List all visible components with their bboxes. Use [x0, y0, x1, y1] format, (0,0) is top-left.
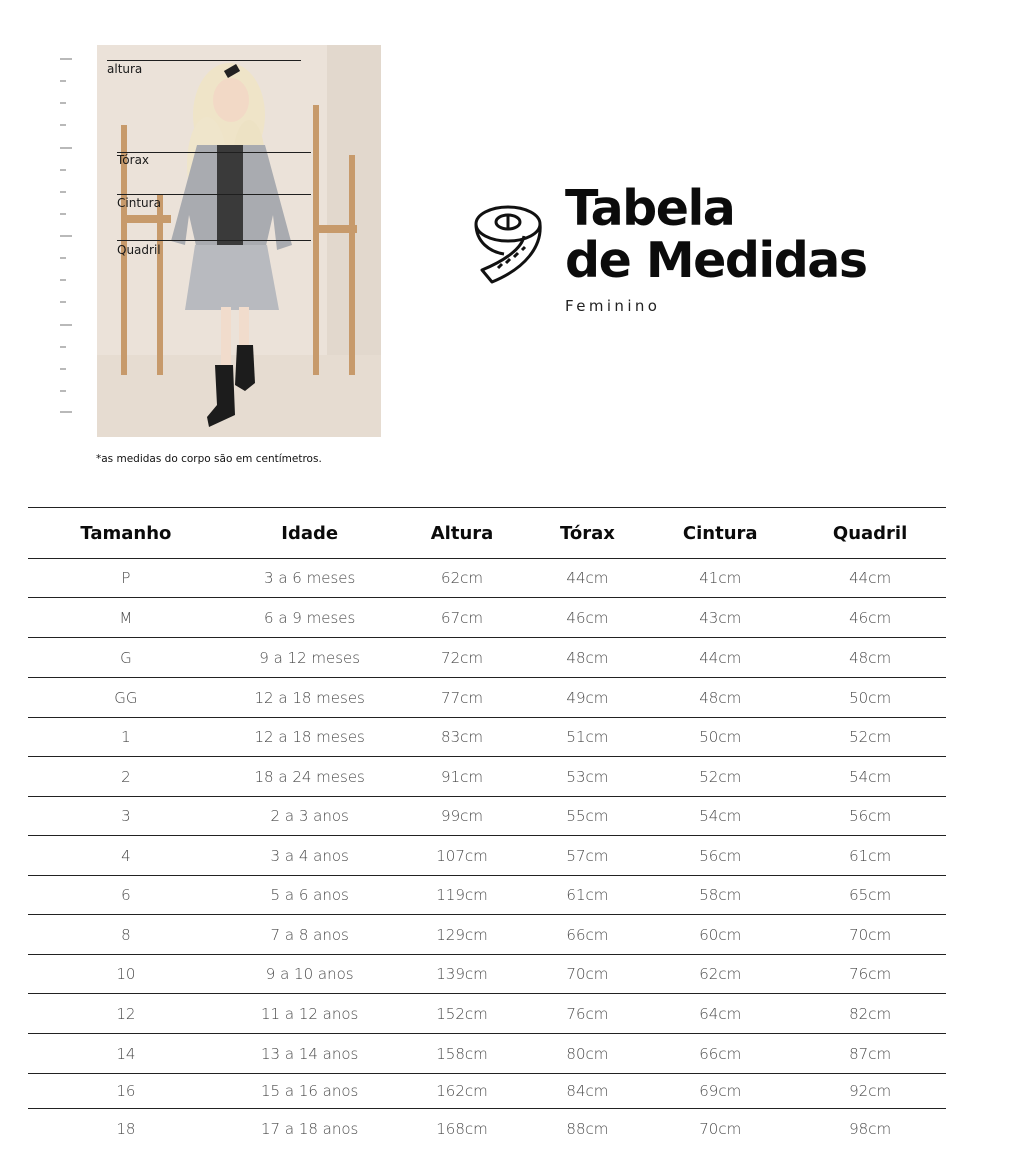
cell-idade: 17 a 18 anos — [261, 1120, 359, 1138]
size-table — [28, 507, 946, 1149]
cell-torax: 57cm — [566, 846, 609, 865]
cell-cintura: 69cm — [699, 1082, 742, 1100]
cell-quadril: 70cm — [849, 925, 892, 944]
cell-quadril: 76cm — [849, 965, 892, 983]
cell-altura: 152cm — [436, 1004, 488, 1023]
cell-tamanho: 8 — [121, 925, 131, 944]
cell-altura: 72cm — [441, 648, 483, 667]
cell-cintura: 64cm — [699, 1004, 742, 1023]
header-tamanho: Tamanho — [80, 522, 172, 544]
cell-quadril: 87cm — [849, 1044, 892, 1063]
cell-altura: 107cm — [436, 846, 488, 865]
header-torax: Tórax — [559, 522, 615, 544]
cell-tamanho: 14 — [116, 1044, 136, 1063]
footnote: *as medidas do corpo são em centímetros. — [96, 453, 322, 465]
cell-altura: 162cm — [436, 1082, 488, 1100]
cell-altura: 139cm — [436, 965, 488, 983]
cell-torax: 55cm — [566, 807, 609, 825]
cell-altura: 83cm — [441, 728, 483, 746]
cell-cintura: 48cm — [699, 688, 742, 707]
cell-torax: 88cm — [566, 1120, 609, 1138]
cell-altura: 129cm — [436, 925, 488, 944]
table-row — [28, 757, 946, 797]
cell-cintura: 70cm — [699, 1120, 742, 1138]
cell-tamanho: M — [119, 608, 133, 627]
cell-cintura: 41cm — [699, 569, 742, 587]
cell-torax: 66cm — [566, 925, 609, 944]
cell-altura: 168cm — [436, 1120, 488, 1138]
cell-idade: 12 a 18 meses — [254, 728, 365, 746]
header-idade: Idade — [281, 522, 339, 544]
header-cintura: Cintura — [682, 522, 758, 544]
cell-idade: 6 a 9 meses — [264, 608, 356, 627]
cell-cintura: 58cm — [699, 886, 742, 904]
measure-label-torax: Tórax — [117, 153, 150, 167]
cell-idade: 15 a 16 anos — [261, 1082, 359, 1100]
measure-line-quadril — [117, 240, 311, 241]
table-row — [28, 955, 946, 994]
cell-idade: 3 a 6 meses — [264, 569, 356, 587]
cell-torax: 44cm — [566, 569, 609, 587]
title-line-2: de Medidas — [565, 232, 867, 289]
page-title — [565, 180, 867, 289]
table-row — [28, 876, 946, 915]
cell-tamanho: G — [120, 648, 132, 667]
cell-cintura: 52cm — [699, 767, 742, 786]
cell-cintura: 62cm — [699, 965, 742, 983]
cell-cintura: 56cm — [699, 846, 742, 865]
model-photo — [97, 45, 381, 437]
cell-tamanho: 12 — [116, 1004, 136, 1023]
table-row — [28, 1034, 946, 1074]
table-body — [28, 559, 946, 1149]
cell-tamanho: 4 — [121, 846, 131, 865]
cell-torax: 61cm — [566, 886, 609, 904]
measure-line-altura — [107, 60, 301, 61]
cell-altura: 62cm — [441, 569, 483, 587]
cell-torax: 49cm — [566, 688, 609, 707]
measure-label-altura: altura — [107, 62, 143, 76]
table-row — [28, 718, 946, 757]
cell-altura: 119cm — [436, 886, 488, 904]
cell-torax: 51cm — [566, 728, 609, 746]
cell-cintura: 60cm — [699, 925, 742, 944]
cell-torax: 76cm — [566, 1004, 609, 1023]
cell-quadril: 52cm — [849, 728, 892, 746]
measure-label-cintura: Cintura — [117, 196, 161, 210]
cell-quadril: 65cm — [849, 886, 892, 904]
measure-line-torax — [117, 152, 311, 153]
table-row — [28, 994, 946, 1034]
table-row — [28, 678, 946, 718]
cell-torax: 70cm — [566, 965, 609, 983]
cell-cintura: 66cm — [699, 1044, 742, 1063]
cell-tamanho: 16 — [116, 1082, 136, 1100]
cell-cintura: 54cm — [699, 807, 742, 825]
header-altura: Altura — [430, 522, 494, 544]
table-row — [28, 638, 946, 678]
cell-cintura: 50cm — [699, 728, 742, 746]
cell-quadril: 48cm — [849, 648, 892, 667]
cell-cintura: 43cm — [699, 608, 742, 627]
cell-altura: 99cm — [441, 807, 483, 825]
page-subtitle: Feminino — [565, 297, 661, 315]
cell-quadril: 92cm — [849, 1082, 892, 1100]
cell-altura: 77cm — [441, 688, 483, 707]
ruler-scale — [58, 58, 74, 418]
cell-idade: 7 a 8 anos — [270, 925, 349, 944]
cell-tamanho: 10 — [116, 965, 136, 983]
cell-torax: 80cm — [566, 1044, 609, 1063]
header-quadril: Quadril — [832, 522, 908, 544]
table-row — [28, 1109, 946, 1149]
cell-quadril: 46cm — [849, 608, 892, 627]
measure-label-quadril: Quadril — [117, 243, 161, 257]
measuring-tape-icon — [470, 202, 548, 286]
cell-quadril: 50cm — [849, 688, 892, 707]
cell-quadril: 82cm — [849, 1004, 892, 1023]
cell-idade: 18 a 24 meses — [254, 767, 365, 786]
cell-idade: 11 a 12 anos — [261, 1004, 359, 1023]
cell-tamanho: 6 — [121, 886, 131, 904]
cell-tamanho: 18 — [116, 1120, 136, 1138]
cell-tamanho: P — [121, 569, 131, 587]
cell-idade: 12 a 18 meses — [254, 688, 365, 707]
cell-torax: 53cm — [566, 767, 609, 786]
cell-altura: 67cm — [441, 608, 483, 627]
cell-idade: 13 a 14 anos — [261, 1044, 359, 1063]
cell-quadril: 54cm — [849, 767, 892, 786]
cell-idade: 5 a 6 anos — [270, 886, 349, 904]
cell-tamanho: GG — [114, 688, 138, 707]
cell-tamanho: 1 — [121, 728, 131, 746]
table-row — [28, 559, 946, 598]
cell-quadril: 61cm — [849, 846, 892, 865]
cell-quadril: 98cm — [849, 1120, 892, 1138]
cell-altura: 158cm — [436, 1044, 488, 1063]
cell-torax: 84cm — [566, 1082, 609, 1100]
table-row — [28, 836, 946, 876]
table-header-row — [28, 508, 946, 559]
table-row — [28, 915, 946, 955]
table-row — [28, 797, 946, 836]
measure-line-cintura — [117, 194, 311, 195]
cell-torax: 48cm — [566, 648, 609, 667]
cell-tamanho: 2 — [121, 767, 131, 786]
cell-torax: 46cm — [566, 608, 609, 627]
cell-quadril: 44cm — [849, 569, 892, 587]
table-row — [28, 1074, 946, 1109]
cell-quadril: 56cm — [849, 807, 892, 825]
cell-cintura: 44cm — [699, 648, 742, 667]
cell-idade: 2 a 3 anos — [270, 807, 349, 825]
cell-idade: 9 a 12 meses — [259, 648, 361, 667]
cell-idade: 3 a 4 anos — [270, 846, 349, 865]
title-line-1: Tabela — [565, 180, 735, 237]
cell-altura: 91cm — [441, 767, 483, 786]
table-row — [28, 598, 946, 638]
cell-idade: 9 a 10 anos — [265, 965, 354, 983]
cell-tamanho: 3 — [121, 807, 131, 825]
